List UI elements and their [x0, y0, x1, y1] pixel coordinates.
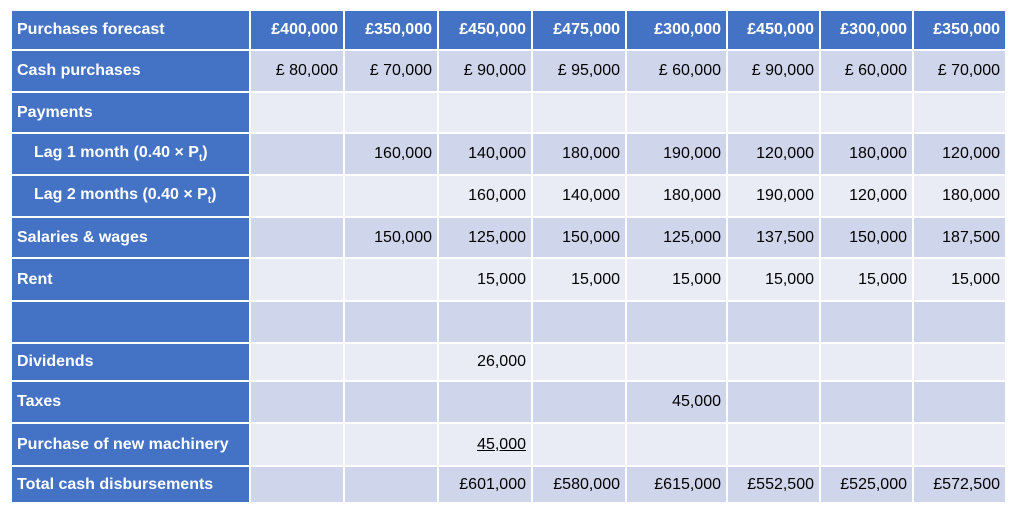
total-cash-disbursements-cell-6: £552,500 [727, 466, 820, 503]
lag-2-months-cell-4: 140,000 [532, 175, 626, 217]
salaries-wages-cell-5: 125,000 [626, 217, 727, 258]
payments-cell-5 [626, 92, 727, 133]
lag-2-months-cell-2 [344, 175, 438, 217]
table-row-salaries-wages [11, 217, 1006, 258]
blank-cell-3 [438, 301, 532, 343]
dividends-cell-5 [626, 343, 727, 381]
blank-cell-4 [532, 301, 626, 343]
purchases-forecast-cell-1: £400,000 [250, 10, 344, 50]
dividends-cell-2 [344, 343, 438, 381]
purchases-forecast-cell-3: £450,000 [438, 10, 532, 50]
cash-purchases-cell-1: £ 80,000 [250, 50, 344, 92]
lag-1-month-cell-8: 120,000 [913, 133, 1006, 175]
rent-cell-2 [344, 258, 438, 301]
row-label-blank [11, 301, 250, 343]
taxes-cell-2 [344, 381, 438, 423]
row-label-purchase-new-machinery: Purchase of new machinery [11, 423, 250, 466]
lag-2-months-cell-7: 120,000 [820, 175, 913, 217]
payments-cell-7 [820, 92, 913, 133]
purchase-new-machinery-cell-1 [250, 423, 344, 466]
salaries-wages-cell-6: 137,500 [727, 217, 820, 258]
table-row-payments [11, 92, 1006, 133]
table-row-lag-1-month [11, 133, 1006, 175]
row-label-taxes: Taxes [11, 381, 250, 423]
table-row-purchase-new-machinery [11, 423, 1006, 466]
total-cash-disbursements-cell-7: £525,000 [820, 466, 913, 503]
total-cash-disbursements-cell-8: £572,500 [913, 466, 1006, 503]
payments-cell-8 [913, 92, 1006, 133]
cash-purchases-cell-5: £ 60,000 [626, 50, 727, 92]
salaries-wages-cell-4: 150,000 [532, 217, 626, 258]
lag-1-month-cell-1 [250, 133, 344, 175]
payments-cell-1 [250, 92, 344, 133]
purchases-forecast-cell-4: £475,000 [532, 10, 626, 50]
row-label-lag-2-months: Lag 2 months $(0.40 \times P_t)$ [11, 175, 250, 217]
rent-cell-4: 15,000 [532, 258, 626, 301]
lag-1-month-cell-5: 190,000 [626, 133, 727, 175]
table-row-taxes [11, 381, 1006, 423]
lag-2-months-cell-3: 160,000 [438, 175, 532, 217]
purchase-new-machinery-cell-4 [532, 423, 626, 466]
dividends-cell-7 [820, 343, 913, 381]
rent-cell-5: 15,000 [626, 258, 727, 301]
taxes-cell-3 [438, 381, 532, 423]
table-row-cash-purchases [11, 50, 1006, 92]
payments-cell-6 [727, 92, 820, 133]
table-row-purchases-forecast [11, 10, 1006, 50]
total-cash-disbursements-cell-5: £615,000 [626, 466, 727, 503]
cash-purchases-cell-8: £ 70,000 [913, 50, 1006, 92]
purchase-new-machinery-cell-2 [344, 423, 438, 466]
rent-cell-1 [250, 258, 344, 301]
row-label-purchases-forecast: Purchases forecast [11, 10, 250, 50]
payments-cell-2 [344, 92, 438, 133]
salaries-wages-cell-7: 150,000 [820, 217, 913, 258]
purchases-forecast-cell-7: £300,000 [820, 10, 913, 50]
total-cash-disbursements-cell-2 [344, 466, 438, 503]
row-label-lag-1-month: Lag 1 month $(0.40 \times P_t)$ [11, 133, 250, 175]
dividends-cell-6 [727, 343, 820, 381]
lag-2-months-cell-6: 190,000 [727, 175, 820, 217]
lag-1-month-cell-7: 180,000 [820, 133, 913, 175]
row-label-payments: Payments [11, 92, 250, 133]
taxes-cell-6 [727, 381, 820, 423]
rent-cell-6: 15,000 [727, 258, 820, 301]
salaries-wages-cell-1 [250, 217, 344, 258]
blank-cell-7 [820, 301, 913, 343]
table-row-dividends [11, 343, 1006, 381]
purchases-forecast-cell-5: £300,000 [626, 10, 727, 50]
cash-purchases-cell-6: £ 90,000 [727, 50, 820, 92]
row-label-dividends: Dividends [11, 343, 250, 381]
lag-1-month-cell-2: 160,000 [344, 133, 438, 175]
blank-cell-8 [913, 301, 1006, 343]
total-cash-disbursements-cell-4: £580,000 [532, 466, 626, 503]
cash-purchases-cell-4: £ 95,000 [532, 50, 626, 92]
payments-cell-4 [532, 92, 626, 133]
row-label-total-cash-disbursements: Total cash disbursements [11, 466, 250, 503]
payments-cell-3 [438, 92, 532, 133]
purchases-forecast-cell-2: £350,000 [344, 10, 438, 50]
row-label-cash-purchases: Cash purchases [11, 50, 250, 92]
rent-cell-3: 15,000 [438, 258, 532, 301]
taxes-cell-7 [820, 381, 913, 423]
purchase-new-machinery-cell-8 [913, 423, 1006, 466]
purchases-forecast-cell-8: £350,000 [913, 10, 1006, 50]
salaries-wages-cell-2: 150,000 [344, 217, 438, 258]
table-row-lag-2-months [11, 175, 1006, 217]
purchase-new-machinery-cell-6 [727, 423, 820, 466]
purchase-new-machinery-cell-7 [820, 423, 913, 466]
purchases-forecast-cell-6: £450,000 [727, 10, 820, 50]
dividends-cell-1 [250, 343, 344, 381]
taxes-cell-1 [250, 381, 344, 423]
salaries-wages-cell-3: 125,000 [438, 217, 532, 258]
cash-purchases-cell-2: £ 70,000 [344, 50, 438, 92]
table-row-total-cash-disbursements [11, 466, 1006, 503]
taxes-cell-4 [532, 381, 626, 423]
total-cash-disbursements-cell-3: £601,000 [438, 466, 532, 503]
lag-1-month-cell-3: 140,000 [438, 133, 532, 175]
blank-cell-2 [344, 301, 438, 343]
lag-2-months-cell-1 [250, 175, 344, 217]
total-cash-disbursements-cell-1 [250, 466, 344, 503]
blank-cell-5 [626, 301, 727, 343]
dividends-cell-4 [532, 343, 626, 381]
lag-2-months-cell-5: 180,000 [626, 175, 727, 217]
purchase-new-machinery-cell-3: 45,000 [438, 423, 532, 466]
taxes-cell-8 [913, 381, 1006, 423]
taxes-cell-5: 45,000 [626, 381, 727, 423]
row-label-rent: Rent [11, 258, 250, 301]
dividends-cell-8 [913, 343, 1006, 381]
blank-cell-6 [727, 301, 820, 343]
table-row-blank [11, 301, 1006, 343]
lag-2-months-cell-8: 180,000 [913, 175, 1006, 217]
rent-cell-7: 15,000 [820, 258, 913, 301]
cash-purchases-cell-3: £ 90,000 [438, 50, 532, 92]
cash-disbursements-table [10, 9, 1007, 504]
blank-cell-1 [250, 301, 344, 343]
dividends-cell-3: 26,000 [438, 343, 532, 381]
row-label-salaries-wages: Salaries & wages [11, 217, 250, 258]
purchase-new-machinery-cell-5 [626, 423, 727, 466]
salaries-wages-cell-8: 187,500 [913, 217, 1006, 258]
rent-cell-8: 15,000 [913, 258, 1006, 301]
lag-1-month-cell-6: 120,000 [727, 133, 820, 175]
lag-1-month-cell-4: 180,000 [532, 133, 626, 175]
table-row-rent [11, 258, 1006, 301]
cash-purchases-cell-7: £ 60,000 [820, 50, 913, 92]
